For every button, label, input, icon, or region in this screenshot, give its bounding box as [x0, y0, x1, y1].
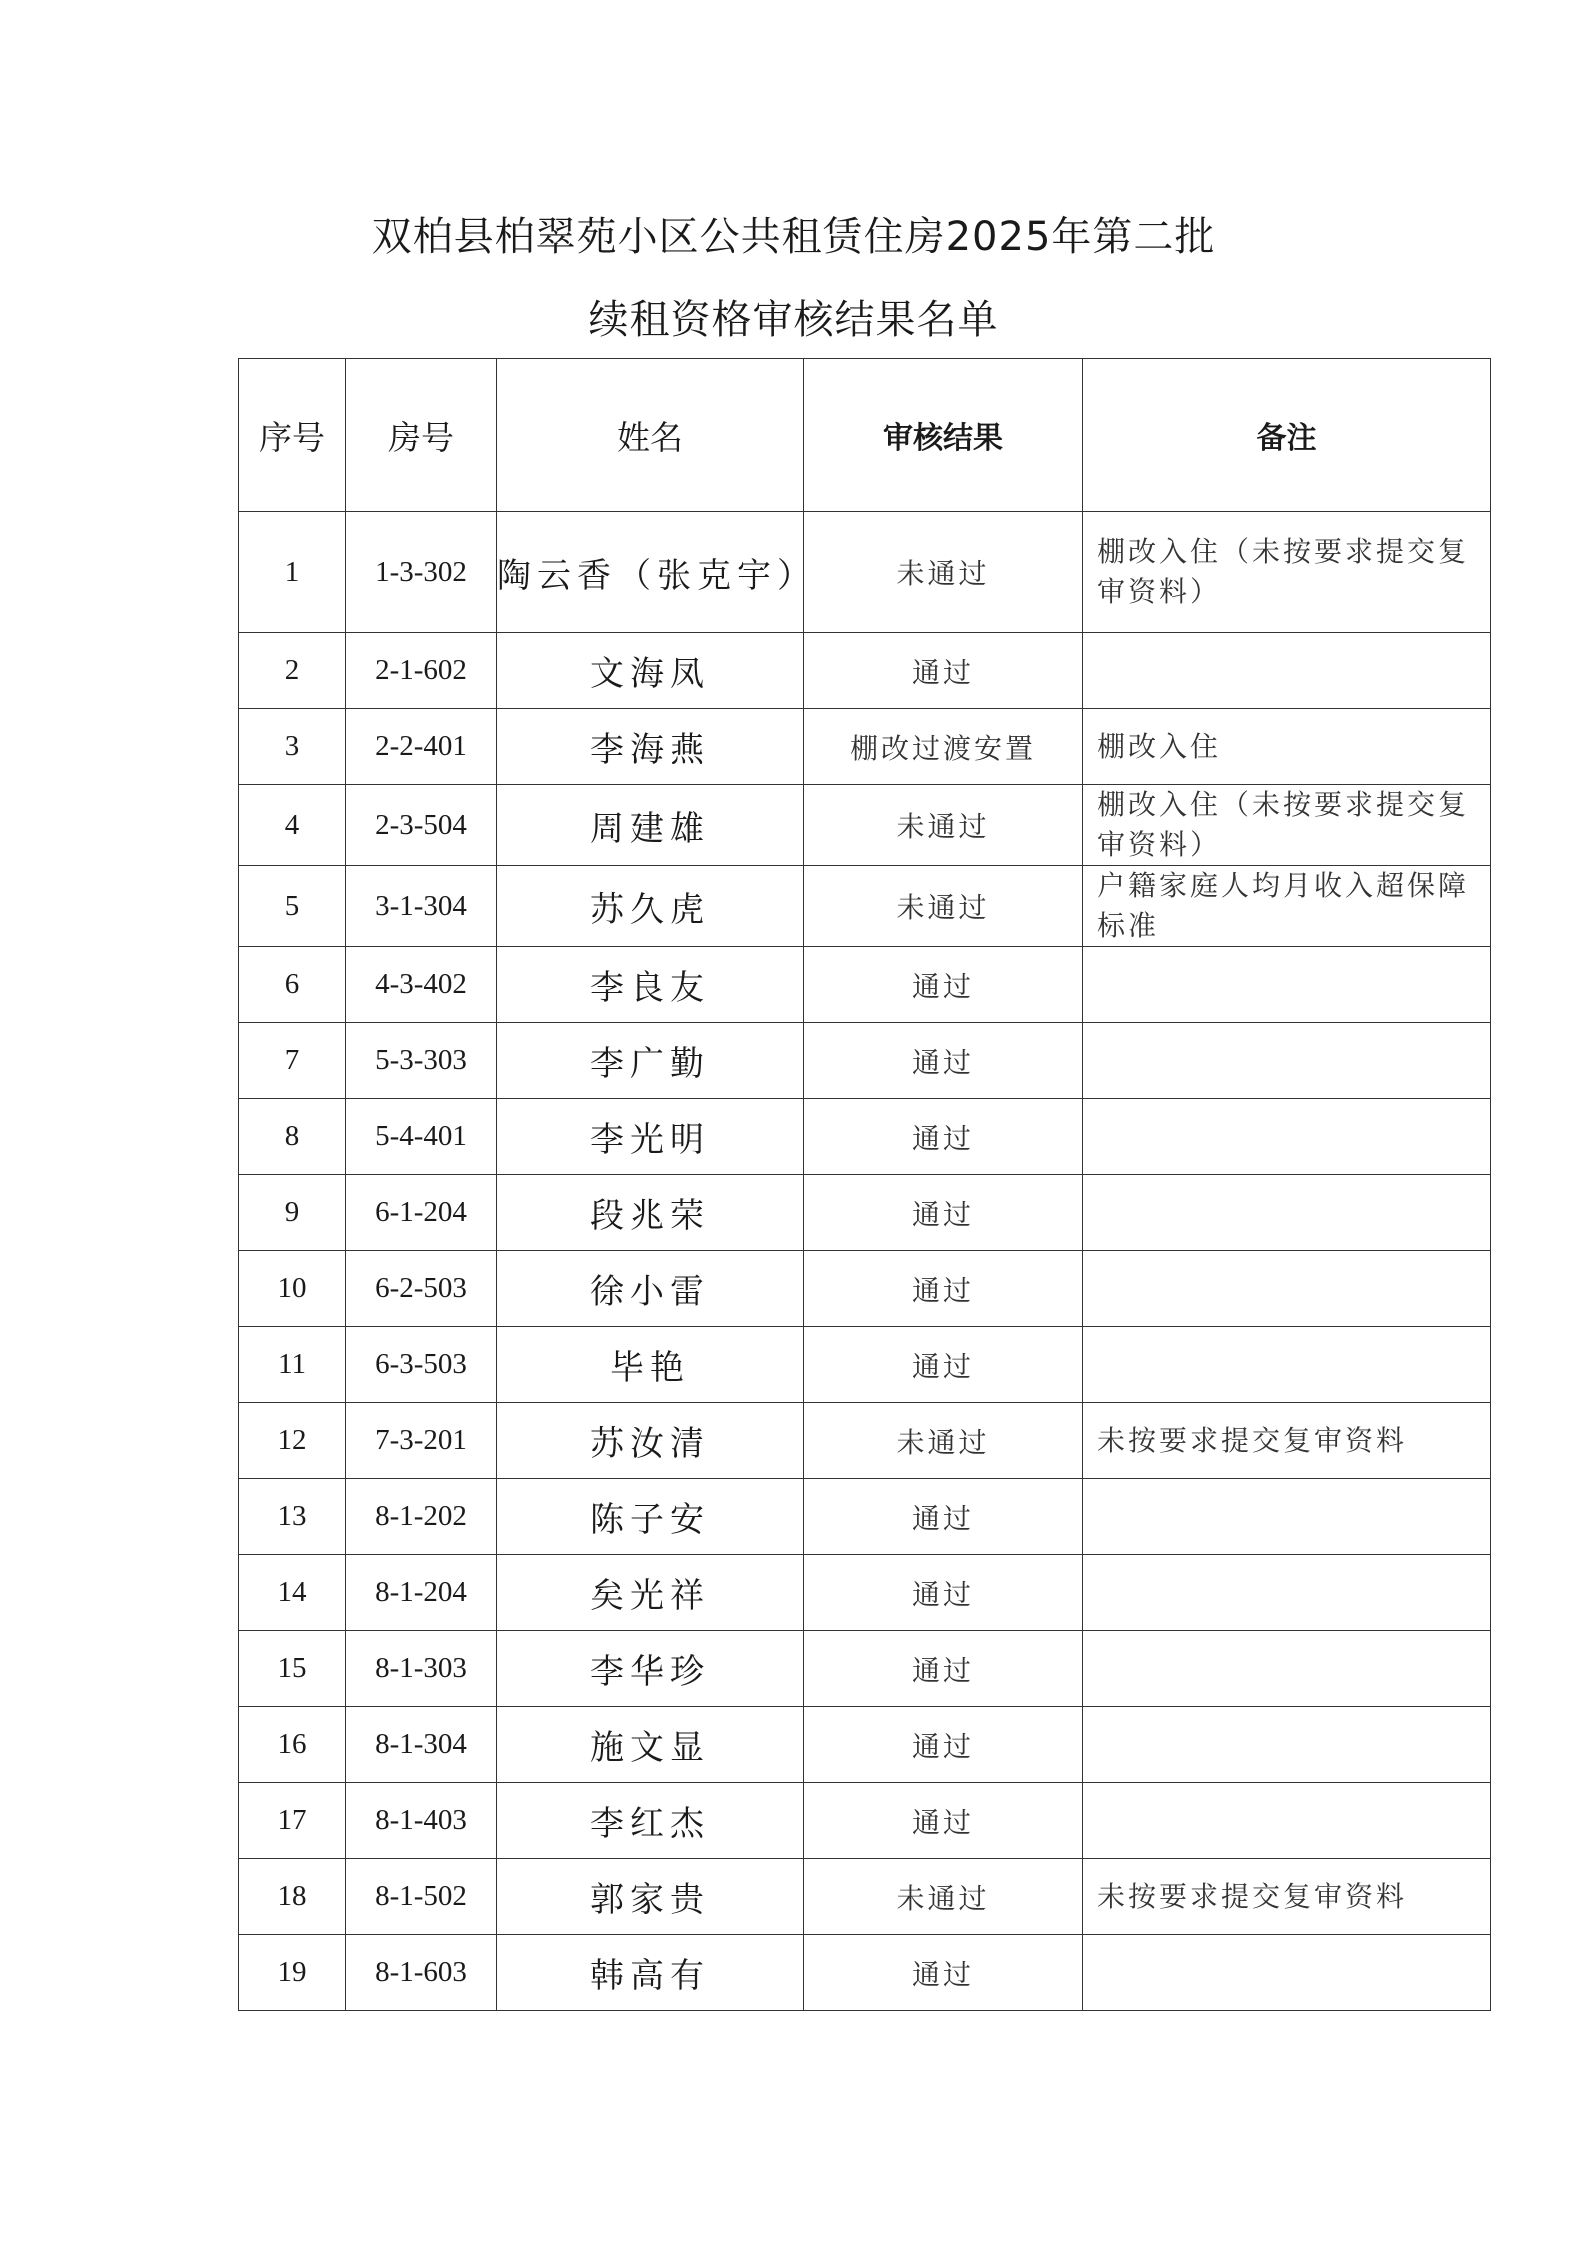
cell-result: 通过: [804, 947, 1083, 1023]
cell-result: 未通过: [804, 512, 1083, 633]
cell-serial: 19: [239, 1935, 346, 2011]
cell-remark: [1083, 1707, 1491, 1783]
table-header-row: [239, 359, 1491, 512]
cell-result: 通过: [804, 1479, 1083, 1555]
cell-serial: 16: [239, 1707, 346, 1783]
cell-name: 郭家贵: [497, 1859, 804, 1935]
cell-result: 通过: [804, 1327, 1083, 1403]
cell-serial: 12: [239, 1403, 346, 1479]
cell-serial: 4: [239, 785, 346, 866]
table-row: [239, 1707, 1491, 1783]
cell-serial: 7: [239, 1023, 346, 1099]
cell-name: 毕艳: [497, 1327, 804, 1403]
cell-room: 3-1-304: [346, 866, 497, 947]
cell-remark: [1083, 1935, 1491, 2011]
table-row: [239, 785, 1491, 866]
cell-name: 苏久虎: [497, 866, 804, 947]
header-result: 审核结果: [804, 359, 1083, 512]
cell-name: 李广勤: [497, 1023, 804, 1099]
cell-remark: [1083, 633, 1491, 709]
document-title-line2: 续租资格审核结果名单: [588, 297, 999, 343]
cell-serial: 3: [239, 709, 346, 785]
cell-remark: 未按要求提交复审资料: [1083, 1403, 1491, 1479]
cell-serial: 8: [239, 1099, 346, 1175]
header-room: 房号: [346, 359, 497, 512]
cell-name: 陈子安: [497, 1479, 804, 1555]
cell-result: 未通过: [804, 866, 1083, 947]
cell-serial: 6: [239, 947, 346, 1023]
cell-name: 段兆荣: [497, 1175, 804, 1251]
cell-result: 通过: [804, 1023, 1083, 1099]
cell-room: 8-1-202: [346, 1479, 497, 1555]
cell-serial: 17: [239, 1783, 346, 1859]
table-row: [239, 709, 1491, 785]
table-row: [239, 1555, 1491, 1631]
cell-name: 李华珍: [497, 1631, 804, 1707]
document-title-line1: 双柏县柏翠苑小区公共租赁住房2025年第二批: [371, 214, 1216, 260]
cell-name: 周建雄: [497, 785, 804, 866]
cell-name: 徐小雷: [497, 1251, 804, 1327]
cell-remark: [1083, 947, 1491, 1023]
cell-result: 通过: [804, 1707, 1083, 1783]
cell-room: 6-1-204: [346, 1175, 497, 1251]
table-row: [239, 1631, 1491, 1707]
cell-serial: 14: [239, 1555, 346, 1631]
cell-name: 陶云香（张克宇）: [497, 512, 804, 633]
cell-result: 通过: [804, 1251, 1083, 1327]
cell-remark: 户籍家庭人均月收入超保障标准: [1083, 866, 1491, 947]
cell-result: 通过: [804, 633, 1083, 709]
cell-serial: 1: [239, 512, 346, 633]
cell-name: 韩高有: [497, 1935, 804, 2011]
cell-name: 李光明: [497, 1099, 804, 1175]
header-name: 姓名: [497, 359, 804, 512]
cell-serial: 15: [239, 1631, 346, 1707]
cell-remark: [1083, 1175, 1491, 1251]
cell-room: 8-1-603: [346, 1935, 497, 2011]
cell-result: 通过: [804, 1099, 1083, 1175]
table-row: [239, 1023, 1491, 1099]
table-row: [239, 1783, 1491, 1859]
cell-room: 8-1-403: [346, 1783, 497, 1859]
table-row: [239, 947, 1491, 1023]
cell-name: 李红杰: [497, 1783, 804, 1859]
cell-serial: 11: [239, 1327, 346, 1403]
cell-result: 通过: [804, 1935, 1083, 2011]
cell-result: 通过: [804, 1631, 1083, 1707]
cell-result: 通过: [804, 1175, 1083, 1251]
cell-room: 5-4-401: [346, 1099, 497, 1175]
cell-remark: 棚改入住（未按要求提交复审资料）: [1083, 512, 1491, 633]
cell-name: 文海凤: [497, 633, 804, 709]
cell-serial: 18: [239, 1859, 346, 1935]
cell-room: 2-3-504: [346, 785, 497, 866]
result-table: [238, 358, 1491, 2011]
cell-remark: [1083, 1251, 1491, 1327]
table-row: [239, 866, 1491, 947]
cell-remark: [1083, 1327, 1491, 1403]
cell-room: 8-1-502: [346, 1859, 497, 1935]
cell-room: 8-1-303: [346, 1631, 497, 1707]
cell-remark: [1083, 1631, 1491, 1707]
cell-serial: 5: [239, 866, 346, 947]
table-row: [239, 512, 1491, 633]
cell-remark: [1083, 1479, 1491, 1555]
table-row: [239, 633, 1491, 709]
cell-result: 未通过: [804, 1403, 1083, 1479]
cell-remark: [1083, 1555, 1491, 1631]
cell-remark: [1083, 1023, 1491, 1099]
cell-serial: 13: [239, 1479, 346, 1555]
table-row: [239, 1327, 1491, 1403]
table-body: [239, 512, 1491, 2011]
cell-result: 未通过: [804, 1859, 1083, 1935]
cell-serial: 2: [239, 633, 346, 709]
cell-room: 2-2-401: [346, 709, 497, 785]
cell-remark: [1083, 1783, 1491, 1859]
cell-result: 通过: [804, 1555, 1083, 1631]
cell-name: 苏汝清: [497, 1403, 804, 1479]
header-serial: 序号: [239, 359, 346, 512]
cell-name: 施文显: [497, 1707, 804, 1783]
cell-remark: 棚改入住: [1083, 709, 1491, 785]
cell-result: 棚改过渡安置: [804, 709, 1083, 785]
table-row: [239, 1479, 1491, 1555]
cell-room: 8-1-304: [346, 1707, 497, 1783]
table-row: [239, 1859, 1491, 1935]
table-row: [239, 1935, 1491, 2011]
cell-room: 5-3-303: [346, 1023, 497, 1099]
table-row: [239, 1099, 1491, 1175]
cell-room: 6-3-503: [346, 1327, 497, 1403]
cell-remark: 棚改入住（未按要求提交复审资料）: [1083, 785, 1491, 866]
cell-name: 矣光祥: [497, 1555, 804, 1631]
cell-room: 1-3-302: [346, 512, 497, 633]
cell-room: 2-1-602: [346, 633, 497, 709]
table-row: [239, 1251, 1491, 1327]
cell-result: 通过: [804, 1783, 1083, 1859]
cell-result: 未通过: [804, 785, 1083, 866]
cell-remark: 未按要求提交复审资料: [1083, 1859, 1491, 1935]
cell-name: 李良友: [497, 947, 804, 1023]
cell-serial: 10: [239, 1251, 346, 1327]
header-remark: 备注: [1083, 359, 1491, 512]
cell-room: 7-3-201: [346, 1403, 497, 1479]
cell-name: 李海燕: [497, 709, 804, 785]
cell-room: 4-3-402: [346, 947, 497, 1023]
cell-remark: [1083, 1099, 1491, 1175]
table-row: [239, 1403, 1491, 1479]
cell-serial: 9: [239, 1175, 346, 1251]
cell-room: 8-1-204: [346, 1555, 497, 1631]
table-row: [239, 1175, 1491, 1251]
cell-room: 6-2-503: [346, 1251, 497, 1327]
